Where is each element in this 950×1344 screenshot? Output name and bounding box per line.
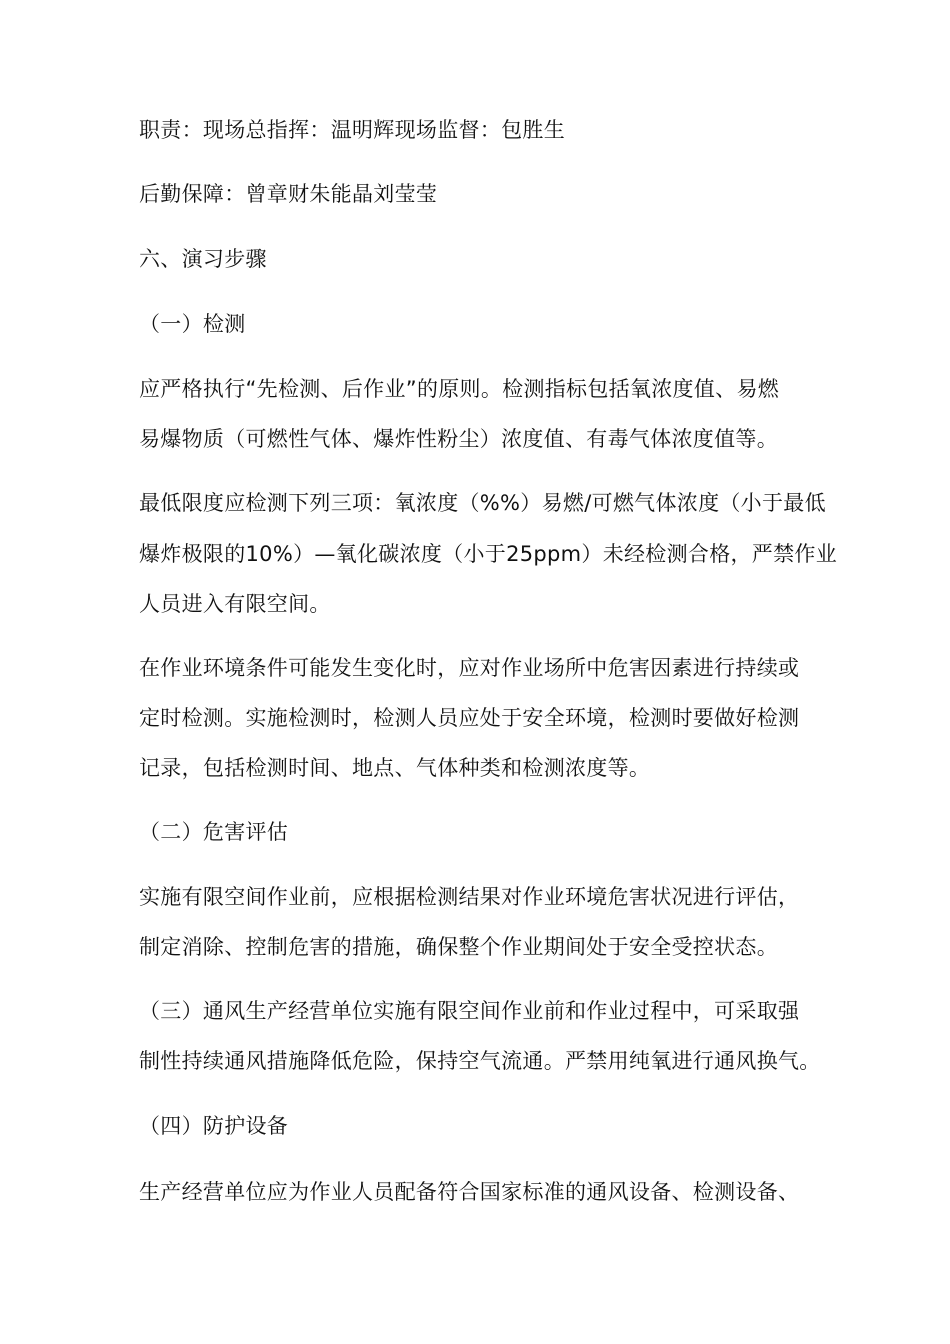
paragraph-line: 最低限度应检测下列三项：氧浓度（%%）易燃/可燃气体浓度（小于最低 [139,491,826,515]
paragraph-line: 记录，包括检测时间、地点、气体种类和检测浓度等。 [139,756,651,780]
paragraph-line: 人员进入有限空间。 [139,592,331,616]
paragraph-line: 应严格执行“先检测、后作业”的原则。检测指标包括氧浓度值、易燃 [139,377,780,401]
paragraph-line: 爆炸极限的10%）—氧化碳浓度（小于25ppm）未经检测合格，严禁作业 [139,542,838,566]
paragraph-line: 生产经营单位应为作业人员配备符合国家标准的通风设备、检测设备、 [139,1180,800,1204]
paragraph-line: 定时检测。实施检测时，检测人员应处于安全环境，检测时要做好检测 [139,706,800,730]
subsection-heading: （四）防护设备 [139,1114,289,1138]
paragraph-line: 实施有限空间作业前，应根据检测结果对作业环境危害状况进行评估， [139,885,800,909]
paragraph-line: 制性持续通风措施降低危险，保持空气流通。严禁用纯氧进行通风换气。 [139,1049,821,1073]
logistics-line: 后勤保障：曾章财朱能晶刘莹莹 [139,182,438,206]
paragraph-line: 在作业环境条件可能发生变化时，应对作业场所中危害因素进行持续或 [139,656,800,680]
paragraph-line: 易爆物质（可燃性气体、爆炸性粉尘）浓度值、有毒气体浓度值等。 [139,427,778,451]
paragraph-line: 制定消除、控制危害的措施，确保整个作业期间处于安全受控状态。 [139,935,778,959]
responsibility-line: 职责：现场总指挥：温明辉现场监督：包胜生 [139,118,565,142]
section-heading: 六、演习步骤 [139,247,267,271]
subsection-heading: （二）危害评估 [139,820,289,844]
subsection-heading: （一）检测 [139,312,246,336]
paragraph-line: （三）通风生产经营单位实施有限空间作业前和作业过程中，可采取强 [139,999,800,1023]
